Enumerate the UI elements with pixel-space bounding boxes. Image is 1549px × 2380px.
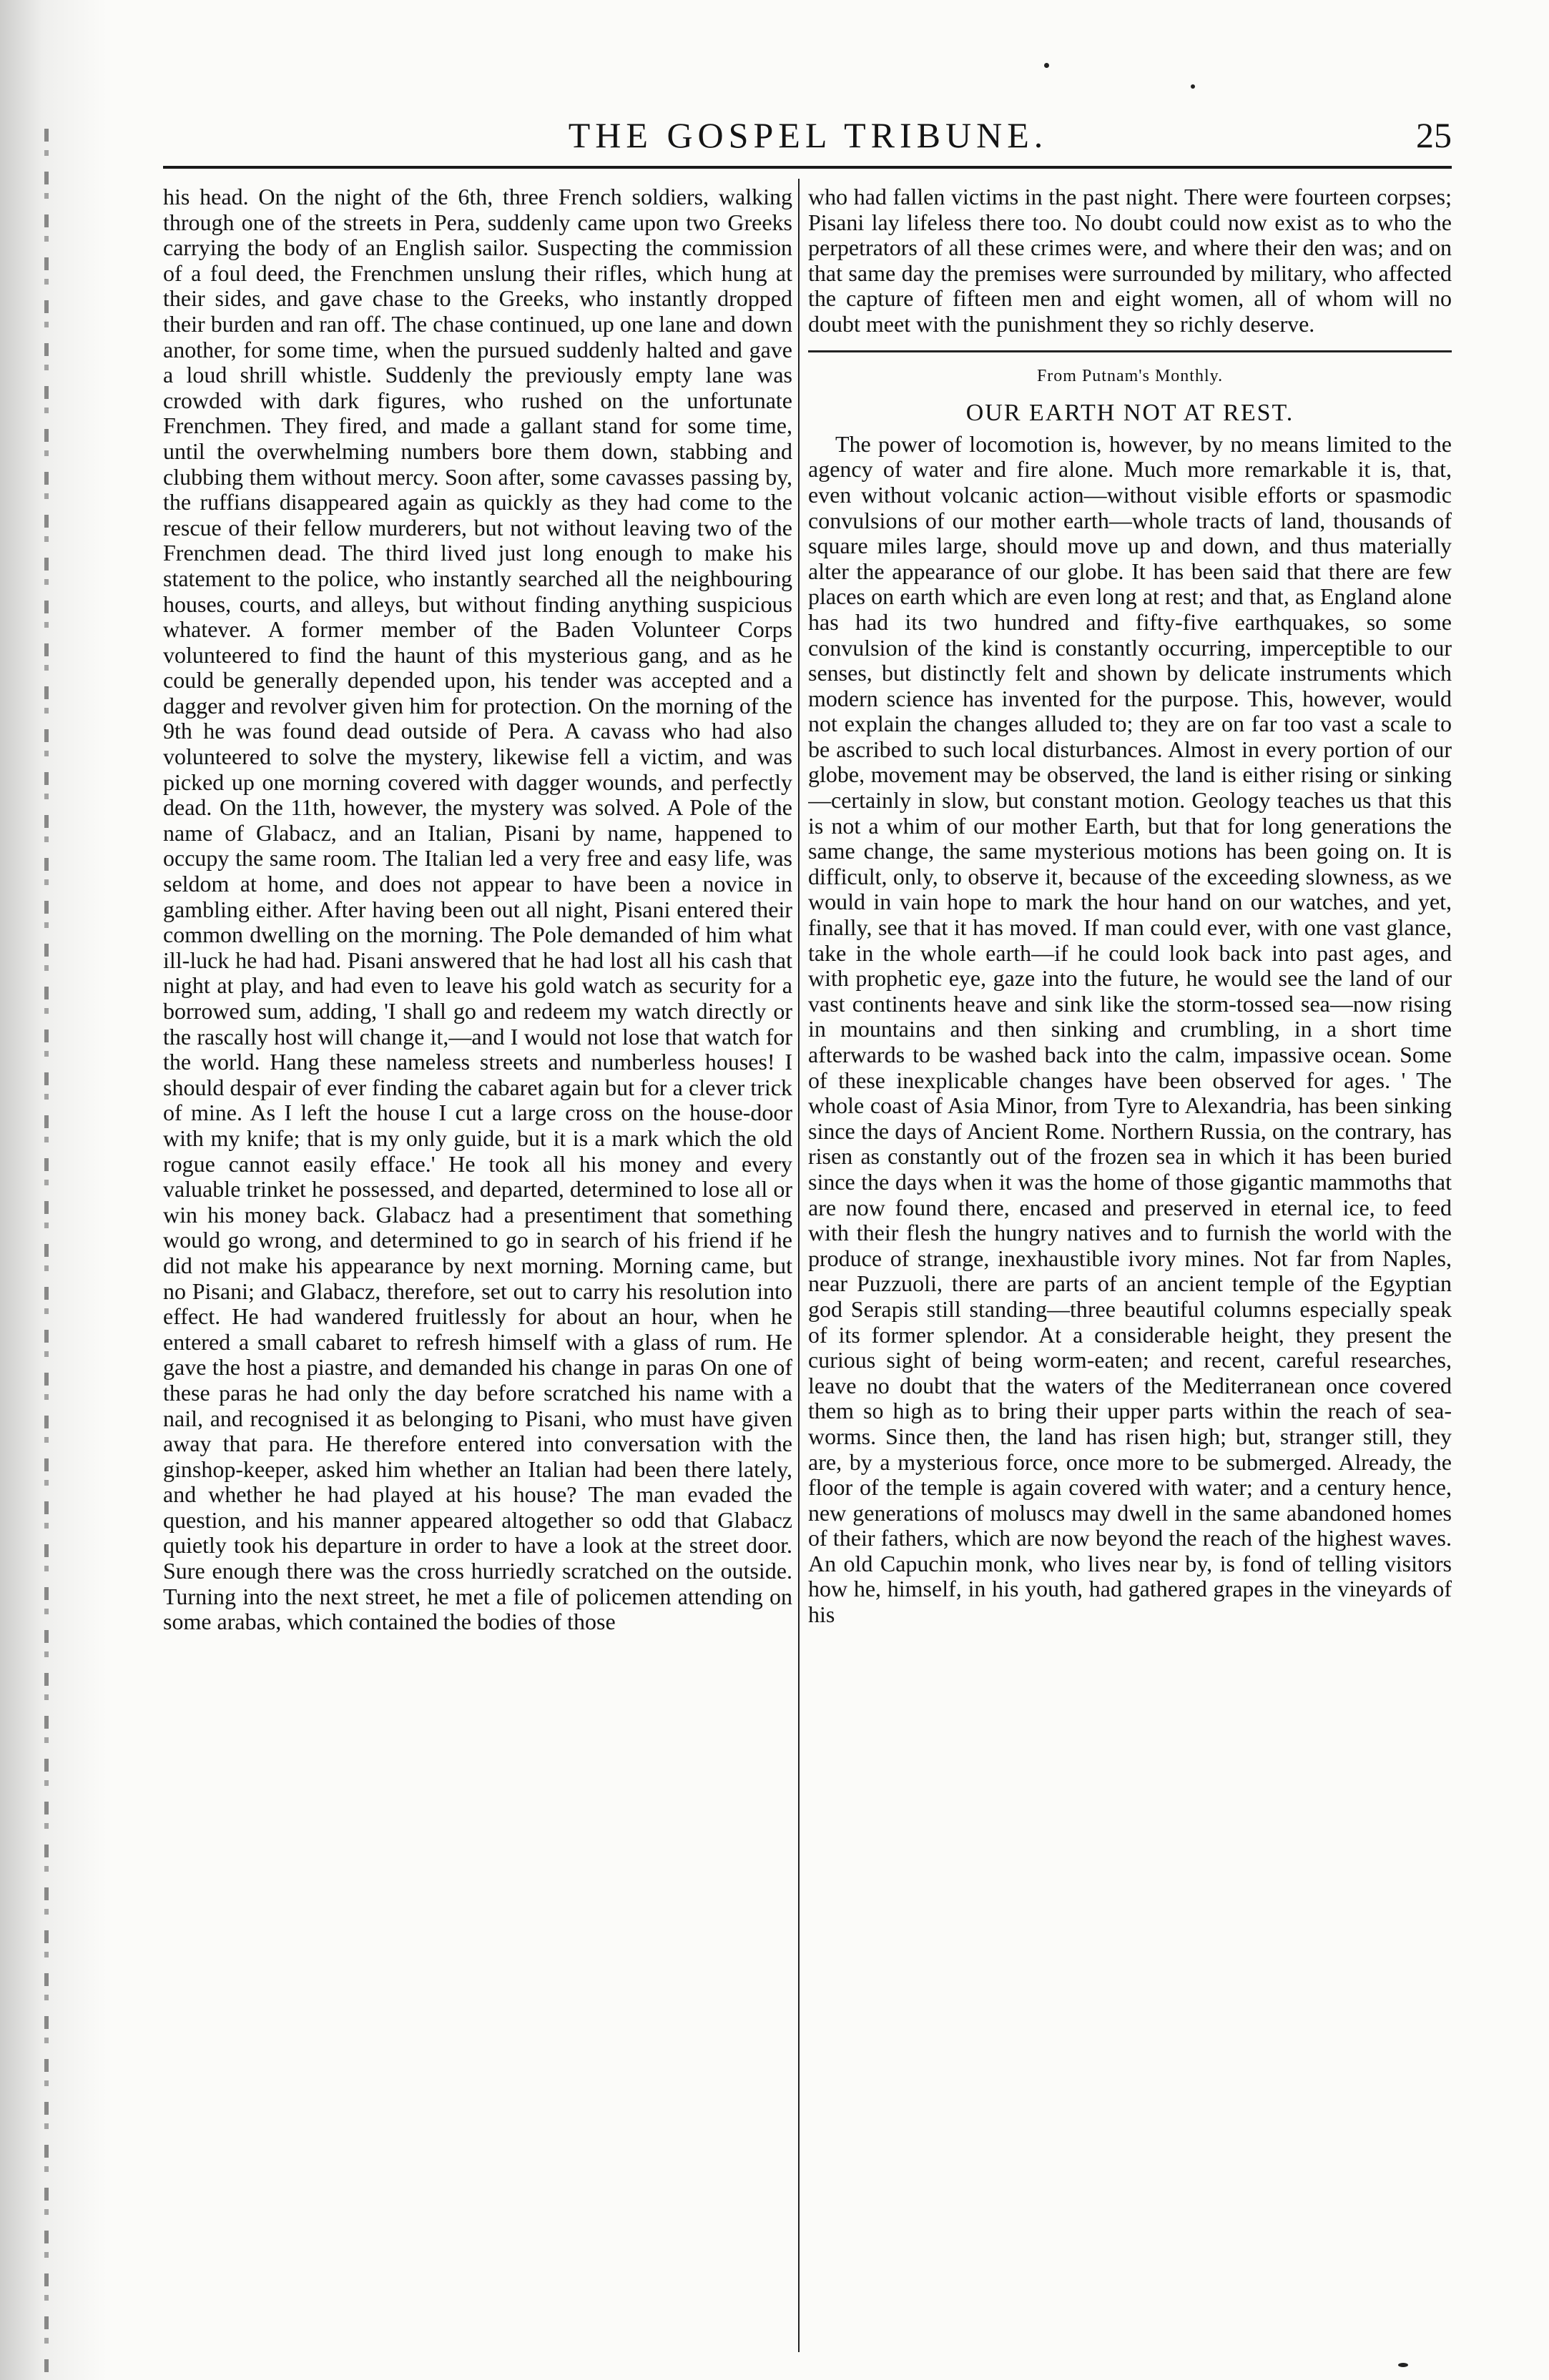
column-divider: [798, 179, 800, 2352]
print-speck: [1191, 84, 1195, 89]
binding-edge: [44, 129, 49, 2374]
page-title: THE GOSPEL TRIBUNE.: [568, 115, 1048, 155]
binding-shadow: [0, 0, 107, 2380]
previous-article-continuation: who had fallen victims in the past night. There were fourteen corpses; Pisani lay lifeless there too. No doubt could now exist as to who the perpetrators of all these crimes were, and where their den was; and on that same day the premises were surrounded by military, who affected the capture of fifteen men and eight women, all of whom will no doubt meet with the punishment they so richly deserve.: [808, 184, 1452, 337]
print-speck: [1398, 2363, 1408, 2367]
article-separator: [808, 350, 1452, 352]
header-rule: [163, 166, 1452, 169]
article-source: From Putnam's Monthly.: [1036, 366, 1224, 385]
print-speck: [1044, 63, 1049, 68]
article-title: OUR EARTH NOT AT REST.: [965, 400, 1294, 427]
page-number: 25: [1416, 115, 1452, 155]
left-column: [163, 184, 792, 2336]
article-body: The power of locomotion is, however, by no means limited to the agency of water and fire alone. Much more remarkable it is, that, even without volcanic action—without visible efforts or spasmodic convulsions of our mother earth—whole tracts of land, thousands of square miles large, should move up and down, and thus materially alter the appearance of our globe. It has been said that there are few places on earth which are even long at rest; and that, as England alone has had its two hundred and fifty-five earthquakes, so some convulsion of the kind is constantly occurring, imperceptible to our senses, but distinctly felt and shown by delicate instruments which modern science has invented for the purpose. This, however, would not explain the changes alluded to; they are on far too vast a scale to be ascribed to such local disturbances. Almost in every portion of our globe, movement may be observed, the land is either rising or sinking—certainly in slow, but constant motion. Geology teaches us that this is not a whim of our mother Earth, but that for long generations the same change, the same mysterious motions has been going on. It is difficult, only, to observe it, because of the exceeding slowness, as we would in vain hope to mark the hour hand on our watches, and yet, finally, see that it has moved. If man could ever, with one vast glance, take in the whole earth—if he could look back into past ages, and with prophetic eye, gaze into the future, he would see the land of our vast continents heave and sink like the storm-tossed sea—now rising in mountains and then sinking and crumbling, in a short time afterwards to be washed back into the calm, impassive ocean. Some of these inexplicable changes have been observed for ages. ' The whole coast of Asia Minor, from Tyre to Alexandria, has been sinking since the days of Ancient Rome. Northern Russia, on the contrary, has risen as constantly out of the frozen sea in which it has been buried since the days when it was the home of those gigantic mammoths that are now found there, encased and preserved in eternal ice, to feed with their flesh the hungry natives and to furnish the world with the produce of strange, inexhaustible ivory mines. Not far from Naples, near Puzzuoli, there are parts of an ancient temple of the Egyptian god Serapis still standing—three beautiful columns especially speak of its former splendor. At a considerable height, they present the curious sight of being worm-eaten; and recent, careful researches, leave no doubt that the waters of the Mediterranean once covered them so high as to bring their upper parts within the reach of sea-worms. Since then, the land has risen high; but, stranger still, they are, by a mysterious force, once more to be submerged. Already, the floor of the temple is again covered with water; and a century hence, new generations of moluscs may dwell in the same abandoned homes of their fathers, which are now beyond the reach of the highest waves. An old Capuchin monk, who lives near by, is fond of telling visitors how he, himself, in his youth, had gathered grapes in the vineyards of his: [808, 430, 1452, 1628]
page-header: [164, 114, 1452, 164]
right-column: [808, 184, 1452, 1628]
left-column-text: his head. On the night of the 6th, three French soldiers, walking through one of the streets in Pera, suddenly came upon two Greeks carrying the body of an English sailor. Suspecting the commission of a foul deed, the Frenchmen unslung their rifles, which hung at their sides, and gave chase to the Greeks, who instantly dropped their burden and ran off. The chase continued, up one lane and down another, for some time, when the pursued suddenly halted and gave a loud shrill whistle. Suddenly the previously empty lane was crowded with dark figures, who rushed on the unfortunate Frenchmen. They fired, and made a gallant stand for some time, until the overwhelming numbers bore them down, stabbing and clubbing them without mercy. Soon after, some cavasses passing by, the ruffians disappeared again as quickly as they had come to the rescue of their fellow murderers, but not without leaving two of the Frenchmen dead. The third lived just long enough to make his statement to the police, who instantly searched all the neighbouring houses, courts, and alleys, but without finding anything suspicious whatever. A former member of the Baden Volunteer Corps volunteered to find the haunt of this mysterious gang, and as he could be generally depended upon, his tender was accepted and a dagger and revolver given him for protection. On the morning of the 9th he was found dead outside of Pera. A cavass who had also volunteered to solve the mystery, likewise fell a victim, and was picked up one morning covered with dagger wounds, and perfectly dead. On the 11th, however, the mystery was solved. A Pole of the name of Glabacz, and an Italian, Pisani by name, happened to occupy the same room. The Italian led a very free and easy life, was seldom at home, and does not appear to have been a novice in gambling either. After having been out all night, Pisani entered their common dwelling on the morning. The Pole demanded of him what ill-luck he had had. Pisani answered that he had lost all his cash that night at play, and had even to leave his gold watch as security for a borrowed sum, adding, 'I shall go and redeem my watch directly or the rascally host will change it,—and I would not lose that watch for the world. Hang these nameless streets and numberless houses! I should despair of ever finding the cabaret again but for a clever trick of mine. As I left the house I cut a large cross on the house-door with my knife; that is my only guide, but it is a mark which the old rogue cannot easily efface.' He took all his money and every valuable trinket he possessed, and departed, determined to lose all or win his money back. Glabacz had a presentiment that something would go wrong, and determined to go in search of his friend if he did not make his appearance by next morning. Morning came, but no Pisani; and Glabacz, therefore, set out to carry his resolution into effect. He had wandered fruitlessly for about an hour, when he entered a small cabaret to refresh himself with a glass of rum. He gave the host a piastre, and demanded his change in paras On one of these paras he had only the day before scratched his name with a nail, and recognised it as belonging to Pisani, who must have given away that para. He therefore entered into conversation with the ginshop-keeper, asked him whether an Italian had been there lately, and whether he had played at his house? The man evaded the question, and his manner appeared altogether so odd that Glabacz quietly took his departure in order to have a look at the street door. Sure enough there was the cross hurriedly scratched on the outside. Turning into the next street, he met a file of policemen attending on some arabas, which contained the bodies of those: [163, 184, 792, 1635]
